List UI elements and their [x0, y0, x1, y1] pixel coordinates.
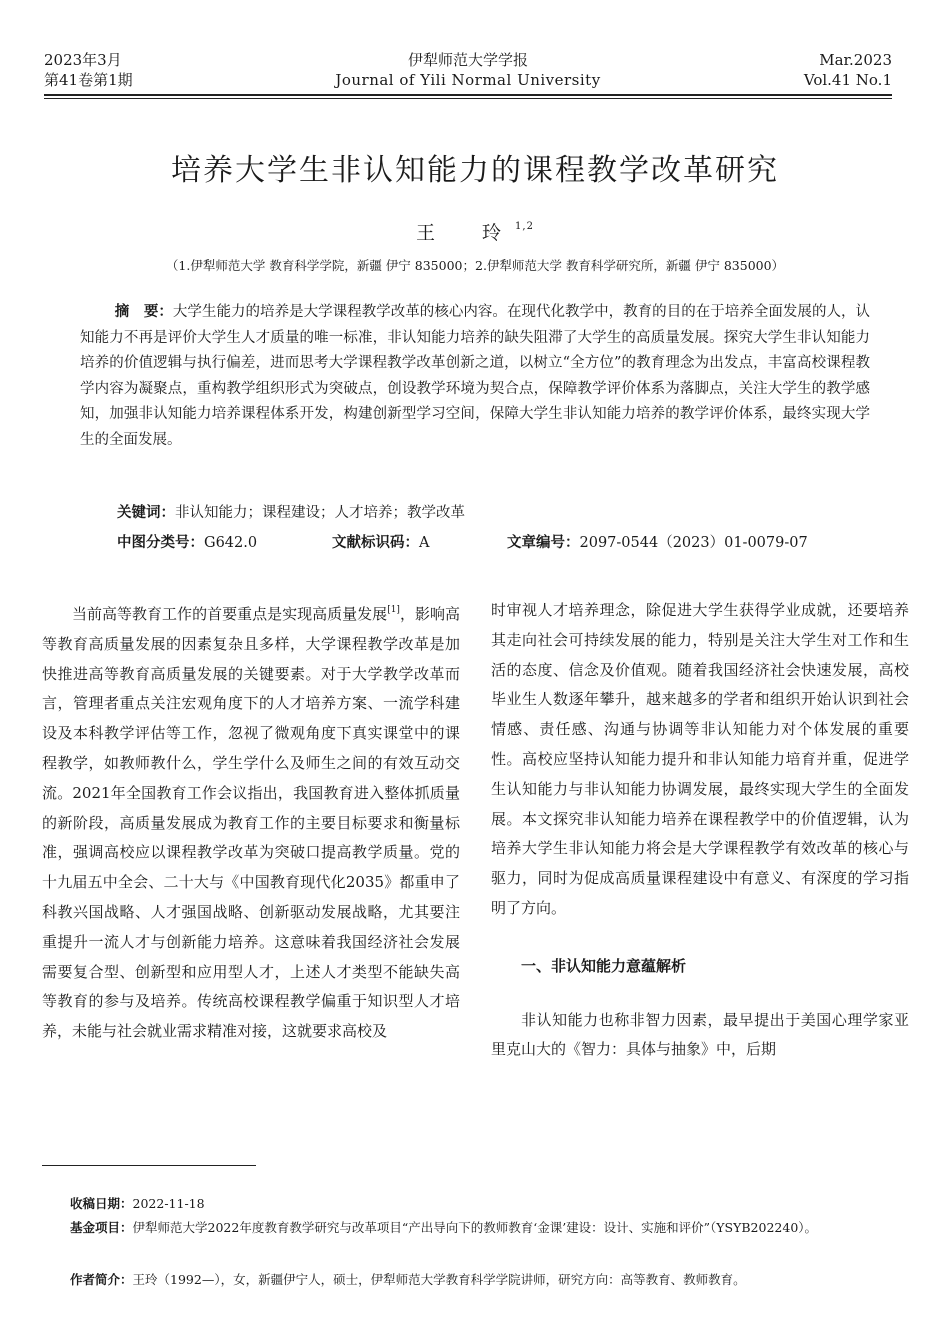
doc-code-value: A: [419, 535, 430, 551]
header-issue-en: Vol.41 No.1: [803, 71, 892, 89]
author-bio-value: 王玲（1992—），女，新疆伊宁人，硕士，伊犁师范大学教育科学学院讲师，研究方向：高等教育、教师教育。: [132, 1272, 746, 1287]
doc-code-label: 文献标识码：: [332, 535, 419, 551]
body-column-right: [491, 596, 909, 1065]
article-author: [0, 218, 950, 245]
footnote-fund: [42, 1216, 910, 1240]
header-right: [804, 50, 892, 90]
article-id-label: 文章编号：: [507, 535, 580, 551]
abstract-text: 大学生能力的培养是大学课程教学改革的核心内容。在现代化教学中，教育的目的在于培养全面发展的人，认知能力不再是评价大学生人才质量的唯一标准，非认知能力培养的缺失阻滞了大学生的高质量发展。探究大学生非认知能力培养的价值逻辑与执行偏差，进而思考大学课程教学改革创新之道，以树立“全方位”的教育理念为出发点，丰富高校课程教学内容为凝聚点，重构教学组织形式为突破点，创设教学环境为契合点，保障教学评价体系为落脚点，关注大学生的教学感知，加强非认知能力培养课程体系开发，构建创新型学习空间，保障大学生非认知能力培养的教学评价体系，最终实现大学生的全面发展。: [80, 304, 871, 448]
clc-label: 中图分类号：: [117, 535, 204, 551]
footnote-rule: [42, 1165, 256, 1166]
header-rule-thick: [44, 94, 892, 96]
keywords-text: 非认知能力；课程建设；人才培养；教学改革: [175, 505, 465, 521]
running-header: [44, 44, 892, 96]
fund-label: 基金项目：: [70, 1220, 133, 1235]
paragraph-text: ，影响高等教育高质量发展的因素复杂且多样，大学课程教学改革是加快推进高等教育高质量发展的关键要素。对于大学教学改革而言，管理者重点关注宏观角度下的人才培养方案、一流学科建设及本科教学评估等工作，忽视了微观角度下真实课堂中的课程教学，如教师教什么，学生学什么及师生之间的有效互动交流。2021年全国教育工作会议指出，我国教育进入整体抓质量的新阶段，高质量发展成为教育工作的主要目标要求和衡量标准，强调高校应以课程教学改革为突破口提高教学质量。党的十九届五中全会、二十大与《中国教育现代化2035》都重申了科教兴国战略、人才强国战略、创新驱动发展战略，尤其要注重提升一流人才与创新能力培养。这意味着我国经济社会发展需要复合型、创新型和应用型人才，上述人才类型不能缺失高等教育的参与及培养。传统高校课程教学偏重于知识型人才培养，未能与社会就业需求精准对接，这就要求高校及: [42, 605, 460, 1041]
header-journal-en: Journal of Yili Normal University: [335, 71, 601, 89]
header-date-cn: 2023年3月: [44, 51, 122, 69]
clc-value: G642.0: [204, 535, 258, 551]
header-issue-cn: 第41卷第1期: [44, 71, 133, 89]
abstract-label: 摘 要：: [114, 304, 173, 320]
header-date-en: Mar.2023: [819, 51, 892, 69]
keywords: [117, 501, 877, 526]
fund-value: 伊犁师范大学2022年度教育教学研究与改革项目“产出导向下的教师教育‘金课’建设：设计、实施和评价”（YSYB202240）。: [132, 1220, 818, 1235]
body-column-left: [42, 596, 460, 1047]
article-id-value: 2097-0544（2023）01-0079-07: [579, 535, 808, 551]
author-affiliation: （1.伊犁师范大学 教育科学学院，新疆 伊宁 835000；2.伊犁师范大学 教育科学研究所，新疆 伊宁 835000）: [165, 258, 785, 273]
body-paragraph: 非认知能力也称非智力因素，最早提出于美国心理学家亚里克山大的《智力：具体与抽象》中，后期: [491, 1010, 909, 1059]
received-label: 收稿日期：: [70, 1196, 133, 1211]
header-center: [44, 50, 892, 90]
author-bio-label: 作者简介：: [70, 1272, 133, 1287]
section-heading: 一、非认知能力意蕴解析: [521, 956, 687, 975]
header-journal-cn: 伊犁师范大学学报: [407, 51, 528, 69]
footnote-author: [42, 1268, 910, 1292]
body-paragraph: [42, 596, 460, 1047]
author-name: 王 玲: [416, 222, 516, 244]
article-title: 培养大学生非认知能力的课程教学改革研究: [171, 153, 779, 188]
received-value: 2022-11-18: [132, 1196, 205, 1211]
keywords-label: 关键词：: [117, 505, 175, 521]
citation-ref[interactable]: [1]: [387, 605, 400, 615]
paragraph-text: 当前高等教育工作的首要重点是实现高质量发展: [72, 605, 388, 623]
header-rule-thin: [44, 98, 892, 99]
author-affiliation-sup: 1,2: [515, 221, 534, 232]
body-paragraph: 时审视人才培养理念，除促进大学生获得学业成就，还要培养其走向社会可持续发展的能力，特别是关注大学生对工作和生活的态度、信念及价值观。随着我国经济社会快速发展，高校毕业生人数逐年攀升，越来越多的学者和组织开始认识到社会情感、责任感、沟通与协调等非认知能力对个体发展的重要性。高校应坚持认知能力提升和非认知能力培育并重，促进学生认知能力与非认知能力协调发展，最终实现大学生的全面发展。本文探究非认知能力培养在课程教学中的价值逻辑，认为培养大学生非认知能力将会是大学课程教学有效改革的核心与驱力，同时为促成高质量课程建设中有意义、有深度的学习指明了方向。: [491, 601, 909, 917]
footnote-received: [42, 1192, 910, 1216]
abstract: [80, 300, 870, 453]
classification: [117, 531, 877, 556]
